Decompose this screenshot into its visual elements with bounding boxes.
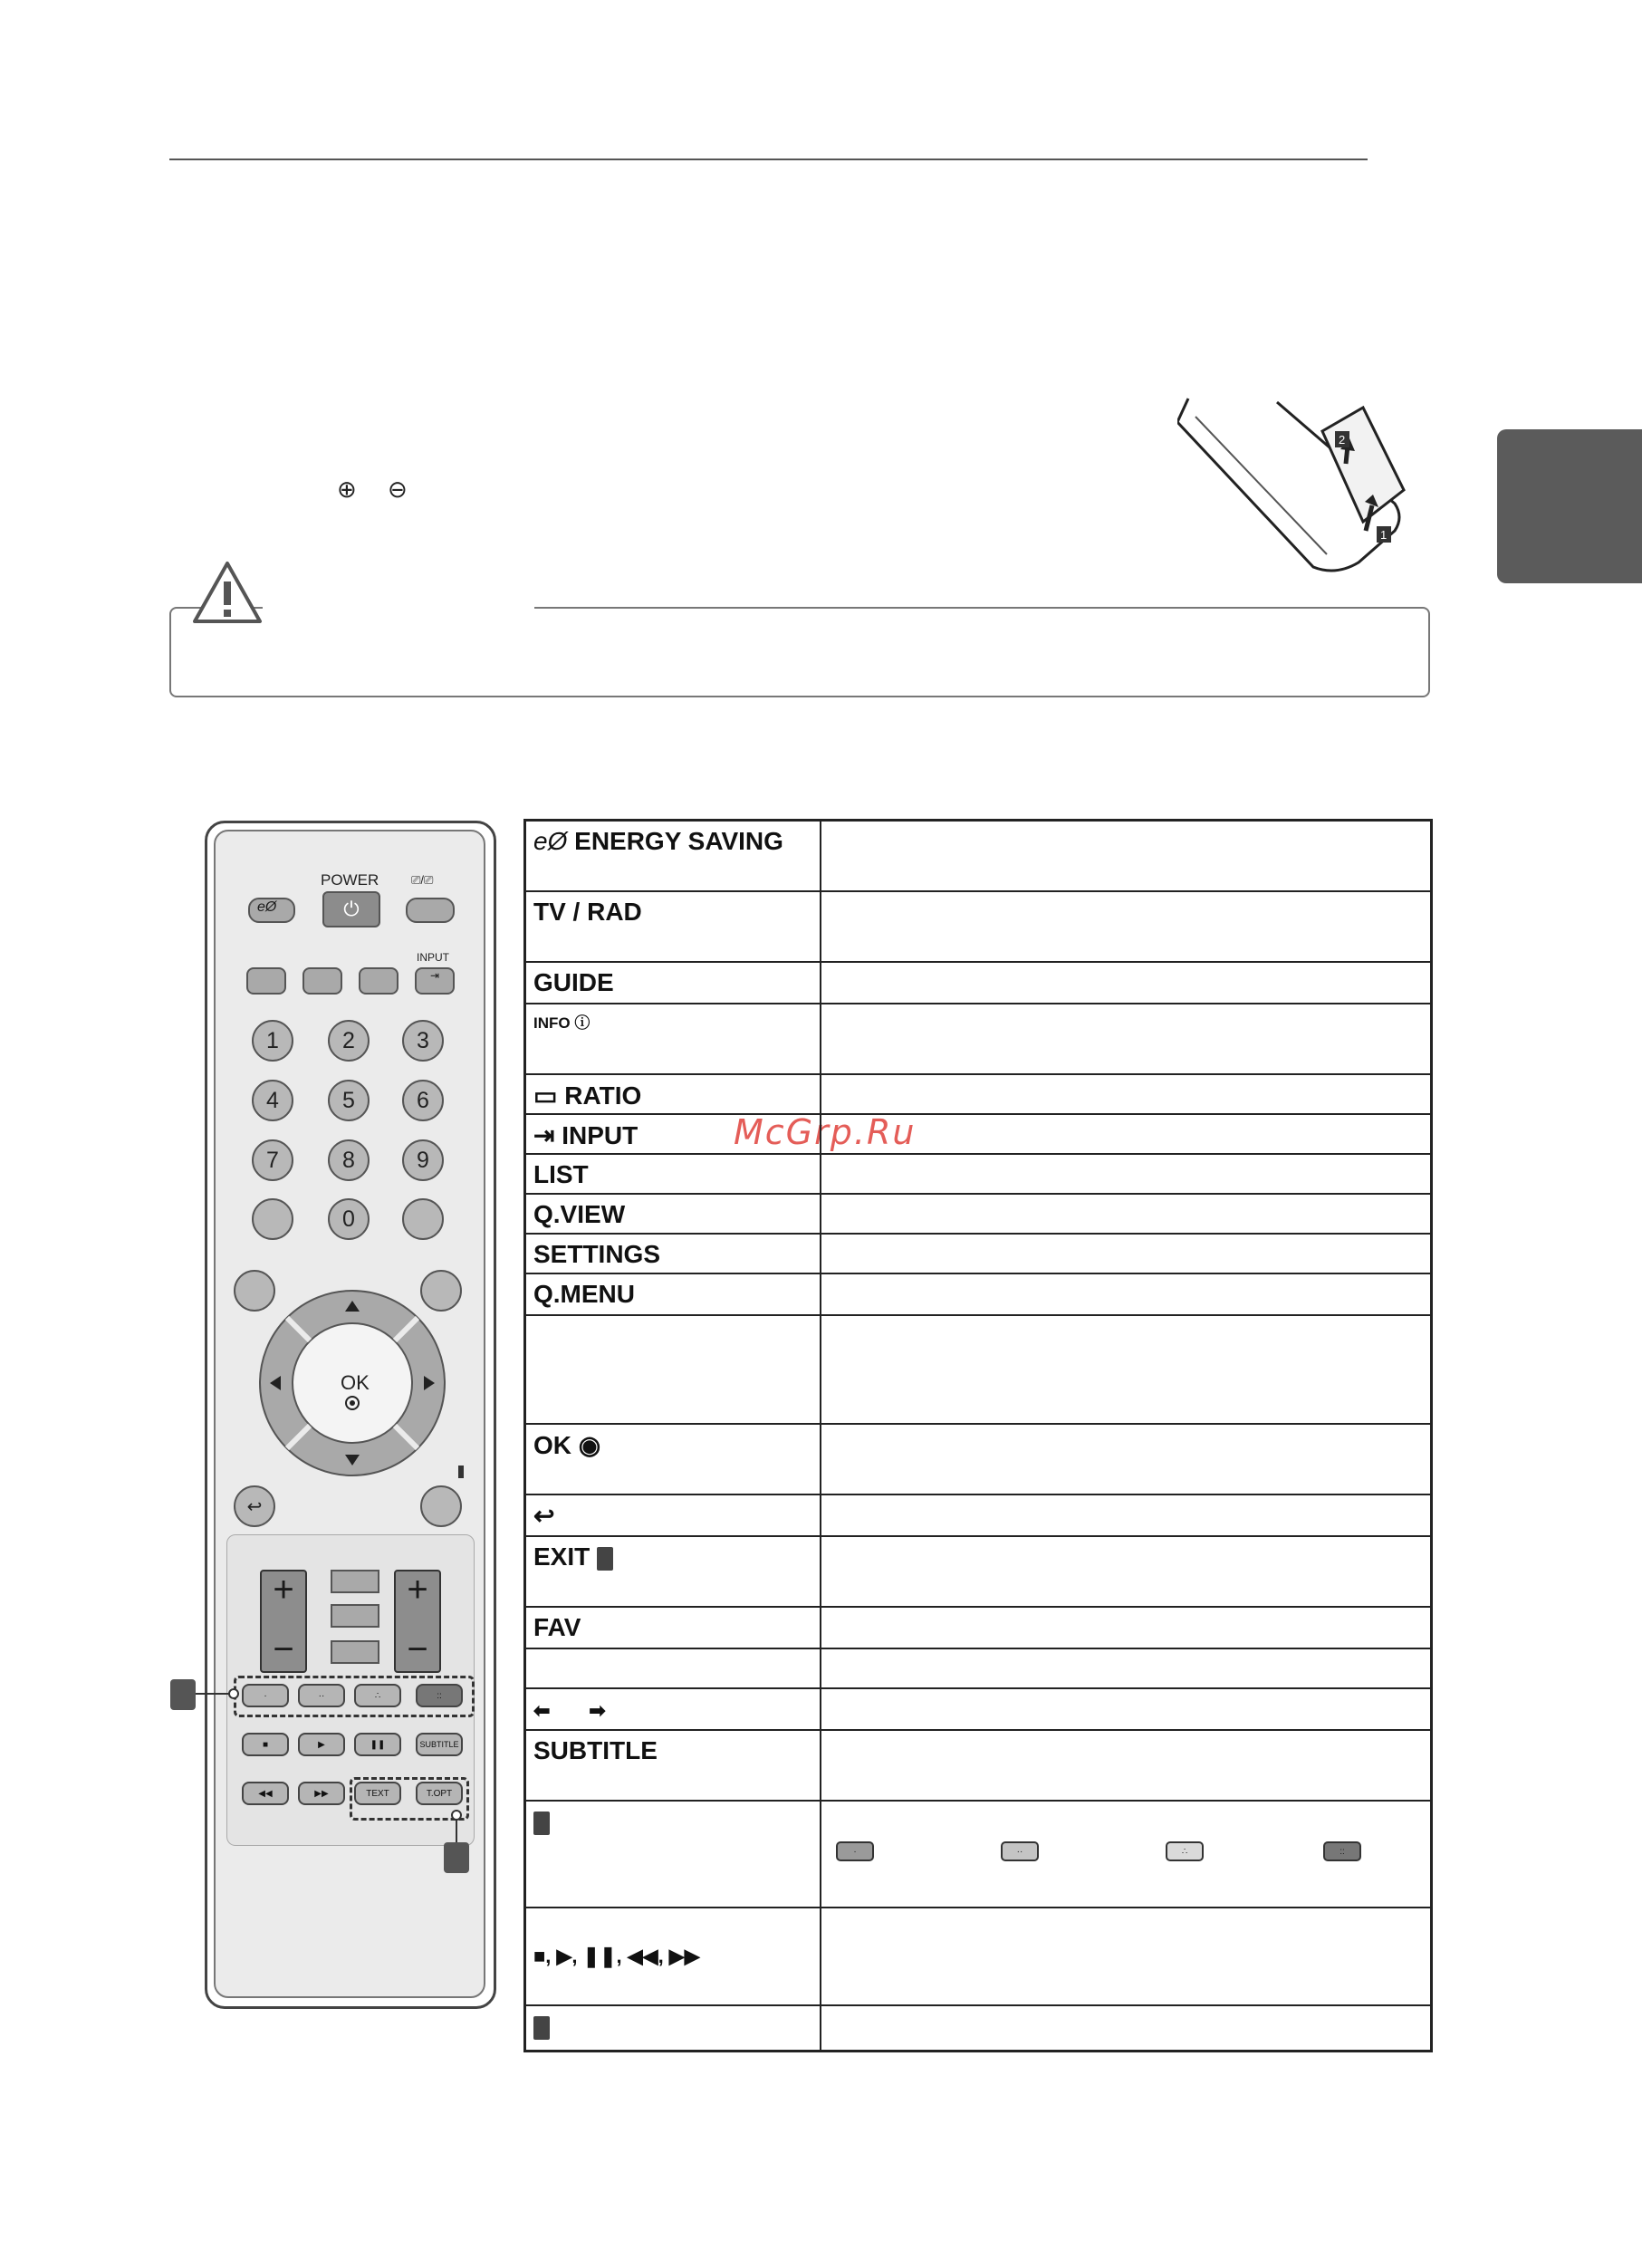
green-key-icon: ·· — [1001, 1841, 1039, 1861]
red-key[interactable]: · — [242, 1684, 289, 1707]
callout-marker-colour-keys — [170, 1679, 196, 1710]
table-row — [526, 892, 1430, 963]
volume-rocker[interactable] — [260, 1570, 307, 1673]
row-key: EXIT — [533, 1542, 591, 1571]
rewind-button[interactable]: ◀◀ — [242, 1782, 289, 1805]
caution-box — [169, 607, 1430, 697]
volume-down-icon: − — [273, 1629, 294, 1669]
table-row — [526, 1115, 1430, 1155]
table-row — [526, 1608, 1430, 1649]
row-key: RATIO — [564, 1081, 642, 1110]
input-icon: ⇥ — [429, 969, 440, 982]
list-button[interactable] — [252, 1198, 293, 1240]
ratio-icon: ▭ — [533, 1081, 558, 1110]
table-row — [526, 1155, 1430, 1195]
table-row — [526, 1689, 1430, 1731]
input-button[interactable] — [415, 967, 455, 995]
number-2-button[interactable]: 2 — [328, 1020, 370, 1062]
channel-up-icon: + — [407, 1570, 428, 1610]
subtitle-button[interactable]: SUBTITLE — [416, 1733, 463, 1756]
table-row — [526, 1316, 1430, 1425]
number-8-button[interactable]: 8 — [328, 1139, 370, 1181]
ratio-button[interactable] — [359, 967, 398, 995]
ok-icon: ◉ — [578, 1431, 601, 1459]
blue-key-icon: :: — [1323, 1841, 1361, 1861]
yellow-key-icon: ∴ — [1166, 1841, 1204, 1861]
table-row — [526, 2006, 1430, 2050]
t-opt-button[interactable]: T.OPT — [416, 1782, 463, 1805]
row-key: SETTINGS — [533, 1240, 661, 1268]
row-key: INFO — [533, 1014, 571, 1032]
info-button[interactable] — [302, 967, 342, 995]
info-icon: ⓘ — [574, 1014, 591, 1032]
power-label: POWER — [321, 871, 379, 889]
table-row — [526, 1425, 1430, 1495]
number-9-button[interactable]: 9 — [402, 1139, 444, 1181]
number-0-button[interactable]: 0 — [328, 1198, 370, 1240]
number-7-button[interactable]: 7 — [252, 1139, 293, 1181]
callout-marker — [533, 2016, 550, 2040]
pause-button[interactable]: ❚❚ — [354, 1733, 401, 1756]
red-key-icon: · — [836, 1841, 874, 1861]
channel-rocker[interactable] — [394, 1570, 441, 1673]
energy-saving-icon: eØ — [257, 899, 277, 915]
tv-rad-button[interactable] — [406, 898, 455, 923]
number-6-button[interactable]: 6 — [402, 1080, 444, 1121]
battery-plus-symbol: ⊕ — [337, 476, 357, 504]
q-view-button[interactable] — [402, 1198, 444, 1240]
row-key: GUIDE — [533, 968, 614, 996]
row-key: OK — [533, 1431, 571, 1459]
program-button[interactable] — [331, 1604, 379, 1628]
table-row — [526, 1235, 1430, 1274]
energy-saving-icon: eØ — [533, 827, 568, 855]
header-rule — [169, 159, 1368, 160]
power-button[interactable] — [322, 891, 380, 927]
stop-button[interactable]: ■ — [242, 1733, 289, 1756]
caution-warning-icon — [191, 560, 264, 625]
row-key: FAV — [533, 1613, 581, 1641]
exit-icon — [458, 1466, 464, 1478]
table-row — [526, 1075, 1430, 1115]
play-button[interactable]: ▶ — [298, 1733, 345, 1756]
text-button[interactable]: TEXT — [354, 1782, 401, 1805]
battery-minus-symbol: ⊖ — [388, 476, 408, 504]
blue-key[interactable]: :: — [416, 1684, 463, 1707]
step-1-label: 1 — [1380, 528, 1388, 542]
ok-label: OK — [341, 1371, 370, 1394]
battery-cover-illustration — [1177, 395, 1413, 576]
playback-icons: ■, ▶, ❚❚, ◀◀, ▶▶ — [533, 1945, 700, 1967]
number-1-button[interactable]: 1 — [252, 1020, 293, 1062]
step-2-label: 2 — [1339, 433, 1346, 447]
table-row — [526, 1195, 1430, 1235]
row-key: TV / RAD — [533, 898, 642, 926]
page-arrows-icon: ⬅ ➡ — [533, 1699, 606, 1722]
back-button[interactable] — [234, 1485, 275, 1527]
tv-rad-icon: ⎚/⎚ — [411, 873, 434, 887]
table-row — [526, 1495, 1430, 1537]
energy-saving-button[interactable] — [248, 898, 295, 923]
table-row — [526, 822, 1430, 892]
mute-button[interactable] — [331, 1640, 379, 1664]
input-icon: ⇥ — [533, 1121, 555, 1149]
table-row — [526, 1802, 1430, 1908]
row-key: Q.VIEW — [533, 1200, 626, 1228]
number-4-button[interactable]: 4 — [252, 1080, 293, 1121]
channel-down-icon: − — [407, 1629, 428, 1669]
row-key: INPUT — [562, 1121, 639, 1149]
input-label: INPUT — [417, 951, 449, 964]
green-key[interactable]: ·· — [298, 1684, 345, 1707]
row-key: LIST — [533, 1160, 589, 1188]
table-row — [526, 1537, 1430, 1608]
back-icon: ↩ — [246, 1496, 263, 1517]
button-function-table — [523, 819, 1433, 2052]
number-3-button[interactable]: 3 — [402, 1020, 444, 1062]
row-key: Q.MENU — [533, 1280, 635, 1308]
back-icon: ↩ — [533, 1502, 555, 1530]
chapter-tab — [1497, 429, 1642, 583]
row-key: SUBTITLE — [533, 1736, 658, 1764]
row-key: ENERGY SAVING — [574, 827, 783, 855]
fav-button[interactable] — [331, 1570, 379, 1593]
exit-icon — [597, 1547, 613, 1571]
table-row — [526, 963, 1430, 1004]
table-row — [526, 1004, 1430, 1075]
callout-marker — [533, 1812, 550, 1835]
callout-lines — [196, 1685, 467, 1848]
watermark: McGrp.Ru — [734, 1112, 917, 1152]
table-row — [526, 1731, 1430, 1802]
table-row — [526, 1908, 1430, 2006]
power-icon: ⏻ — [343, 898, 360, 920]
caution-heading-gap — [263, 601, 534, 610]
number-5-button[interactable]: 5 — [328, 1080, 370, 1121]
volume-up-icon: + — [273, 1570, 294, 1610]
exit-button[interactable] — [420, 1485, 462, 1527]
yellow-key[interactable]: ∴ — [354, 1684, 401, 1707]
table-row — [526, 1649, 1430, 1689]
table-row — [526, 1274, 1430, 1316]
guide-button[interactable] — [246, 967, 286, 995]
fast-forward-button[interactable]: ▶▶ — [298, 1782, 345, 1805]
